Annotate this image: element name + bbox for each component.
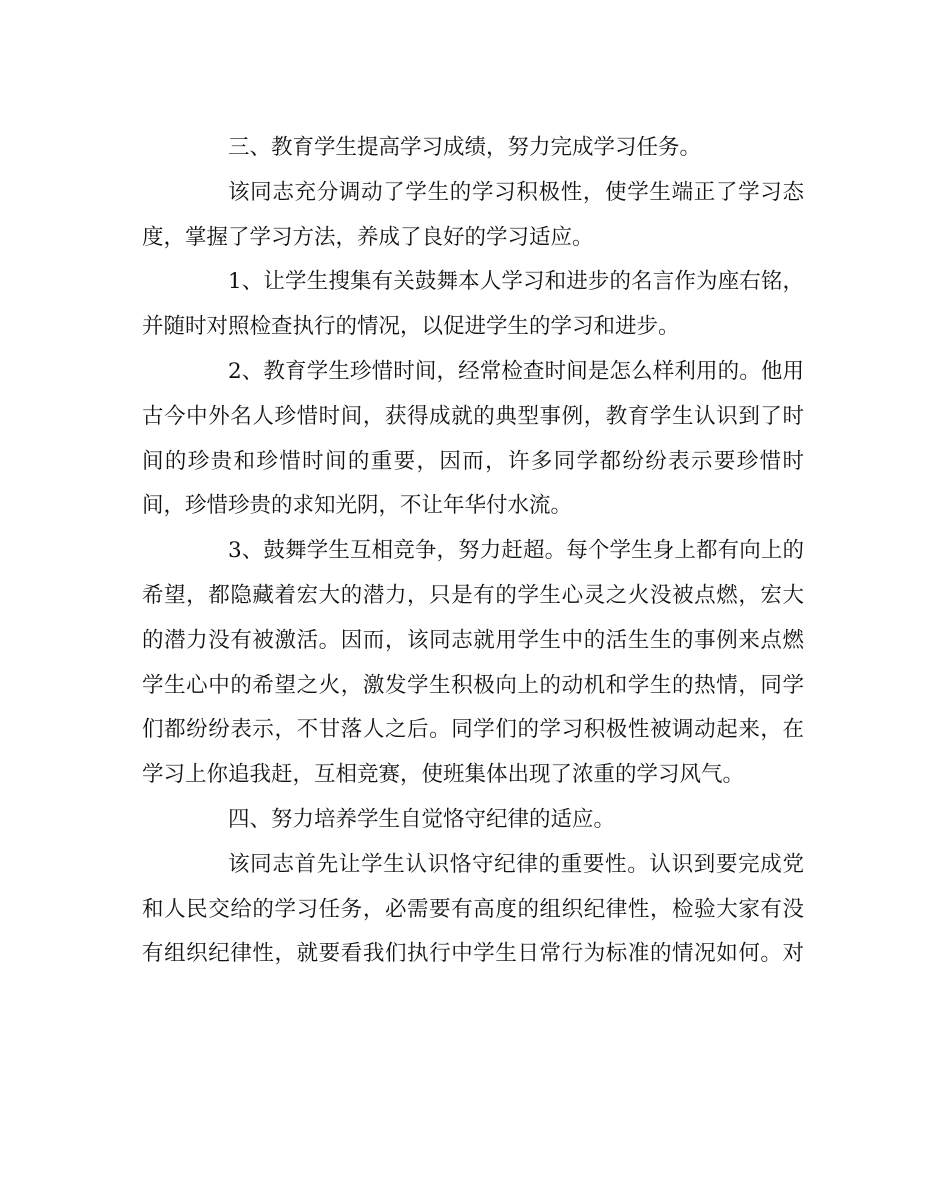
document-body — [142, 126, 804, 977]
list-item-3-line: 3、鼓舞学生互相竞争，努力赶超。每个学生身上都有向上的 — [228, 538, 804, 564]
list-item-1-line: 1、让学生搜集有关鼓舞本人学习和进步的名言作为座右铭， — [228, 269, 804, 295]
paragraph-line: 该同志充分调动了学生的学习积极性，使学生端正了学习态 — [228, 179, 804, 205]
paragraph-line: 和人民交给的学习任务，必需要有高度的组织纪律性，检验大家有没 — [142, 896, 804, 922]
list-item-3-line: 希望，都隐藏着宏大的潜力，只是有的学生心灵之火没被点燃，宏大 — [142, 582, 804, 608]
list-item-3-line: 的潜力没有被激活。因而，该同志就用学生中的活生生的事例来点燃 — [142, 627, 804, 653]
list-item-2-line: 间的珍贵和珍惜时间的重要，因而，许多同学都纷纷表示要珍惜时 — [142, 448, 804, 474]
list-item-3-line: 学习上你追我赶，互相竞赛，使班集体出现了浓重的学习风气。 — [142, 762, 745, 788]
list-item-3-line: 们都纷纷表示，不甘落人之后。同学们的学习积极性被调动起来，在 — [142, 717, 804, 743]
paragraph-line: 有组织纪律性，就要看我们执行中学生日常行为标准的情况如何。对 — [142, 941, 804, 967]
paragraph-line: 度，掌握了学习方法，养成了良好的学习适应。 — [142, 224, 594, 250]
list-item-1-line: 并随时对照检查执行的情况，以促进学生的学习和进步。 — [142, 314, 680, 340]
paragraph-line: 该同志首先让学生认识恪守纪律的重要性。认识到要完成党 — [228, 851, 804, 877]
list-item-2-line: 2、教育学生珍惜时间，经常检查时间是怎么样利用的。他用 — [228, 358, 804, 384]
list-item-3-line: 学生心中的希望之火，激发学生积极向上的动机和学生的热情，同学 — [142, 672, 804, 698]
section-heading-3: 三、教育学生提高学习成绩，努力完成学习任务。 — [228, 135, 702, 160]
section-heading-4: 四、努力培养学生自觉恪守纪律的适应。 — [228, 806, 616, 832]
list-item-2-line: 间，珍惜珍贵的求知光阴，不让年华付水流。 — [142, 493, 573, 519]
list-item-2-line: 古今中外名人珍惜时间，获得成就的典型事例，教育学生认识到了时 — [142, 403, 804, 429]
